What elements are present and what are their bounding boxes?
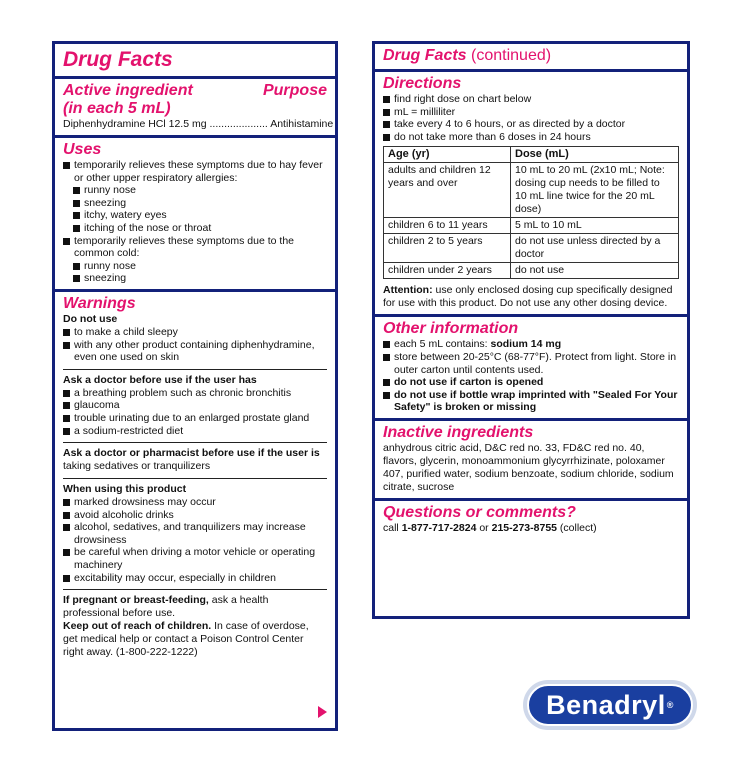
divider <box>63 589 327 590</box>
list-item: store between 20-25°C (68-77°F). Protect from light. Store in outer carton until contents used. <box>383 351 679 376</box>
questions-contact-line: call 1-877-717-2824 or 215-273-8755 (collect) <box>383 521 597 534</box>
list-item: take every 4 to 6 hours, or as directed by a doctor <box>383 118 679 131</box>
directions-section <box>375 72 687 317</box>
drug-facts-right-panel <box>372 41 690 619</box>
table-row: children under 2 years do not use <box>384 263 679 279</box>
active-ingredient-line <box>63 118 334 131</box>
list-item: trouble urinating due to an enlarged prostate gland <box>63 412 327 425</box>
inactive-ingredients-heading: Inactive ingredients <box>383 423 534 441</box>
other-information-heading: Other information <box>383 320 519 338</box>
list-item: with any other product containing diphenhydramine, even one used on skin <box>63 339 327 364</box>
questions-heading: Questions or comments? <box>383 503 576 521</box>
other-information-section <box>375 317 687 421</box>
list-item: a breathing problem such as chronic bronchitis <box>63 387 327 400</box>
list-item: avoid alcoholic drinks <box>63 509 327 522</box>
drug-facts-title-section <box>55 44 335 79</box>
list-item: runny nose <box>73 184 327 197</box>
active-ingredient-heading: Active ingredient <box>63 82 193 99</box>
do-not-use-heading: Do not use <box>63 312 118 325</box>
list-item: marked drowsiness may occur <box>63 496 327 509</box>
table-header-age: Age (yr) <box>384 147 511 163</box>
inactive-ingredients-section <box>375 421 687 501</box>
logo-text: Benadryl <box>546 689 666 720</box>
drug-facts-title: Drug Facts <box>63 48 173 71</box>
ingredient-purpose: Antihistamine <box>270 118 334 130</box>
list-item: temporarily relieves these symptoms due to the common cold: <box>63 235 327 260</box>
phone-number-1: 1-877-717-2824 <box>401 521 477 534</box>
registered-mark: ® <box>666 700 674 710</box>
list-item: excitability may occur, especially in children <box>63 572 327 585</box>
list-item: be careful when driving a motor vehicle or operating machinery <box>63 546 327 571</box>
table-row: children 6 to 11 years 5 mL to 10 mL <box>384 218 679 234</box>
benadryl-logo <box>523 680 697 730</box>
table-row <box>384 147 679 163</box>
list-item: a sodium-restricted diet <box>63 425 327 438</box>
table-row: children 2 to 5 years do not use unless directed by a doctor <box>384 234 679 263</box>
drug-facts-continued-title-section <box>375 44 687 72</box>
divider <box>63 442 327 443</box>
list-item: sneezing <box>73 197 327 210</box>
continue-arrow-icon <box>318 706 327 718</box>
purpose-heading: Purpose <box>262 82 327 99</box>
list-item: itching of the nose or throat <box>73 222 327 235</box>
pregnant-text: If pregnant or breast-feeding, ask a health professional before use. <box>63 594 269 620</box>
attention-text: Attention: use only enclosed dosing cup specifically designed for use with this product. Do not use any other dosing device. <box>383 284 673 310</box>
list-item: do not take more than 6 doses in 24 hours <box>383 131 679 144</box>
ask-pharmacist-text: Ask a doctor or pharmacist before use if the user is taking sedatives or tranquilizers <box>63 447 320 473</box>
phone-number-2: 215-273-8755 <box>491 521 557 534</box>
continued-label: (continued) <box>471 47 552 64</box>
list-item: temporarily relieves these symptoms due to hay fever or other upper respiratory allergies: <box>63 159 327 184</box>
table-row: adults and children 12 years and over 10 mL to 20 mL (2x10 mL; Note: dosing cup needs to be filled to 10 mL line twice for the 20 mL dose) <box>384 163 679 218</box>
benadryl-logo-badge <box>527 684 693 726</box>
uses-heading: Uses <box>63 141 102 158</box>
list-item: find right dose on chart below <box>383 93 679 106</box>
uses-section <box>55 138 335 292</box>
warnings-section <box>55 292 335 663</box>
ingredient-name: Diphenhydramine HCl 12.5 mg <box>63 118 207 130</box>
keep-out-of-reach-text: Keep out of reach of children. In case of overdose, get medical help or contact a Poison Control Center right away. (1-800-222-1222) <box>63 620 309 659</box>
ask-doctor-heading: Ask a doctor before use if the user has <box>63 373 257 386</box>
list-item: runny nose <box>73 260 327 273</box>
inactive-ingredients-text: anhydrous citric acid, D&C red no. 33, FD&C red no. 40, flavors, glycerin, monoammonium glycyrrhizinate, poloxamer 407, purified water, sodium benzoate, sodium chloride, sodium citrate, sucrose <box>383 441 674 493</box>
table-header-dose: Dose (mL) <box>511 147 679 163</box>
drug-facts-left-panel <box>52 41 338 731</box>
active-ingredient-section <box>55 79 335 138</box>
list-item: sneezing <box>73 272 327 285</box>
list-item: to make a child sleepy <box>63 326 327 339</box>
list-item: mL = milliliter <box>383 106 679 119</box>
when-using-heading: When using this product <box>63 483 187 496</box>
divider <box>63 369 327 370</box>
drug-facts-continued-title: Drug Facts <box>383 47 467 64</box>
list-item: each 5 mL contains: sodium 14 mg <box>383 338 679 351</box>
ingredient-dots: .................... <box>209 118 268 130</box>
list-item: alcohol, sedatives, and tranquilizers may increase drowsiness <box>63 521 327 546</box>
list-item: itchy, watery eyes <box>73 209 327 222</box>
list-item: do not use if carton is opened <box>383 376 679 389</box>
directions-heading: Directions <box>383 75 462 92</box>
questions-section <box>375 501 687 539</box>
dosing-table <box>383 146 679 279</box>
list-item: do not use if bottle wrap imprinted with "Sealed For Your Safety" is broken or missing <box>383 389 679 414</box>
list-item: glaucoma <box>63 399 327 412</box>
warnings-heading: Warnings <box>63 294 136 312</box>
divider <box>63 478 327 479</box>
active-ingredient-subheading: (in each 5 mL) <box>63 100 171 117</box>
